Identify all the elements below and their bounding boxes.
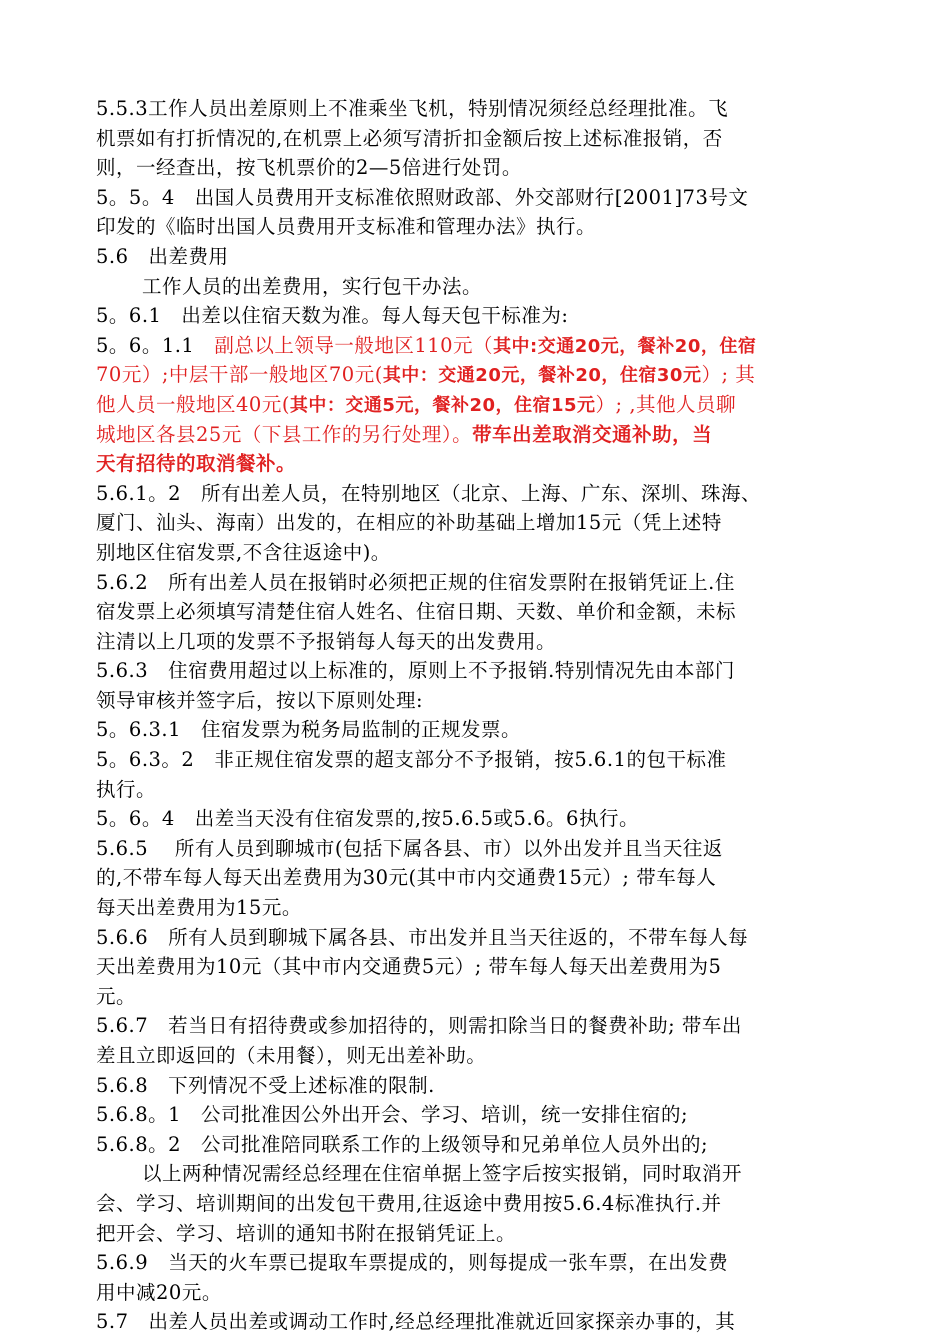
text-line: 则，一经查出，按飞机票价的2—5倍进行处罚。 [96, 156, 522, 180]
red-text: 副总以上领导一般地区110元（ [214, 333, 494, 357]
highlighted-line [96, 390, 890, 420]
text-line: 5.6.5 所有人员到聊城市(包括下属各县、市）以外出发并且当天往返 [96, 836, 723, 860]
text-line: 5.6.1。2 所有出差人员，在特别地区（北京、上海、广东、深圳、珠海、 [96, 481, 762, 505]
text-line: 5.6.7 若当日有招待费或参加招待的，则需扣除当日的餐费补助; 带车出 [96, 1014, 742, 1038]
red-bold-text: 其中：交通5元，餐补20，住宿15元 [289, 394, 596, 416]
red-text: ）; 其 [701, 363, 756, 387]
text-line: 5.6.3 住宿费用超过以上标准的，原则上不予报销.特别情况先由本部门 [96, 659, 735, 683]
text-line: 把开会、学习、培训的通知书附在报销凭证上。 [96, 1221, 517, 1245]
section-heading: 5.6 出差费用 [96, 244, 229, 268]
text-line: 5.6.9 当天的火车票已提取车票提成的，则每提成一张车票，在出发费 [96, 1251, 729, 1275]
red-text: ）; ,其他人员聊 [595, 392, 737, 416]
text-line: 5。6.3。2 非正规住宿发票的超支部分不予报销，按5.6.1的包干标准 [96, 748, 727, 772]
text-line: 5。6.3.1 住宿发票为税务局监制的正规发票。 [96, 718, 522, 742]
text-line: 的,不带车每人每天出差费用为30元(其中市内交通费15元）; 带车每人 [96, 866, 717, 890]
text-line: 厦门、汕头、海南）出发的，在相应的补助基础上增加15元（凭上述特 [96, 511, 722, 535]
text-line: 别地区住宿发票,不含往返途中)。 [96, 540, 391, 564]
text-line: 每天出差费用为15元。 [96, 896, 302, 920]
red-bold-text: 其中：交通20元，餐补20，住宿30元 [382, 365, 702, 387]
highlighted-line [96, 331, 890, 361]
text-line: 5。6.1 出差以住宿天数为准。每人每天包干标准为: [96, 304, 569, 328]
text-line: 5。6。4 出差当天没有住宿发票的,按5.6.5或5.6。6执行。 [96, 807, 639, 831]
text-line: 工作人员的出差费用，实行包干办法。 [142, 274, 483, 298]
text-line: 5。5。4 出国人员费用开支标准依照财政部、外交部财行[2001]73号文 [96, 185, 749, 209]
text-line: 5.7 出差人员出差或调动工作时,经总经理批准就近回家探亲办事的，其 [96, 1310, 736, 1334]
highlighted-line [96, 449, 890, 479]
text-line: 用中减20元。 [96, 1280, 222, 1304]
text-line: 差且立即返回的（未用餐），则无出差补助。 [96, 1044, 487, 1067]
clause-number: 5。6。1.1 [96, 333, 215, 357]
text-line: 注清以上几项的发票不予报销每人每天的出发费用。 [96, 629, 557, 653]
highlighted-line [96, 360, 890, 390]
text-line: 5.6.2 所有出差人员在报销时必须把正规的住宿发票附在报销凭证上.住 [96, 570, 735, 594]
text-line: 5.6.8。1 公司批准因公外出开会、学习、培训，统一安排住宿的; [96, 1103, 689, 1127]
red-text: 他人员一般地区40元( [96, 392, 290, 416]
red-text: 城地区各县25元（下县工作的另行处理）。 [96, 422, 473, 446]
red-bold-text: 其中:交通20元，餐补20，住宿 [493, 335, 757, 357]
text-line: 会、学习、培训期间的出发包干费用,往返途中费用按5.6.4标准执行.并 [96, 1191, 722, 1215]
highlighted-line [96, 420, 890, 450]
text-line: 5.6.8 下列情况不受上述标准的限制. [96, 1073, 435, 1097]
text-line: 5.6.8。2 公司批准陪同联系工作的上级领导和兄弟单位人员外出的; [96, 1132, 709, 1156]
text-line: 领导审核并签字后，按以下原则处理: [96, 688, 424, 712]
text-line: 5.6.6 所有人员到聊城下属各县、市出发并且当天往返的，不带车每人每 [96, 925, 749, 949]
red-bold-text: 天有招待的取消餐补。 [96, 452, 297, 476]
red-bold-text: 带车出差取消交通补助，当 [472, 422, 713, 446]
text-line: 元。 [96, 984, 137, 1008]
text-line: 天出差费用为10元（其中市内交通费5元）; 带车每人每天出差费用为5 [96, 955, 722, 979]
text-line: 机票如有打折情况的,在机票上必须写清折扣金额后按上述标准报销，否 [96, 126, 723, 150]
text-line: 印发的《临时出国人员费用开支标准和管理办法》执行。 [96, 215, 597, 239]
red-text: 70元）;中层干部一般地区70元( [96, 363, 383, 387]
text-line: 5.5.3工作人员出差原则上不准乘坐飞机，特别情况须经总经理批准。飞 [96, 97, 729, 120]
text-line: 宿发票上必须填写清楚住宿人姓名、住宿日期、天数、单价和金额，未标 [96, 600, 737, 624]
text-line: 以上两种情况需经总经理在住宿单据上签字后按实报销，同时取消开 [142, 1162, 743, 1186]
text-line: 执行。 [96, 777, 157, 801]
